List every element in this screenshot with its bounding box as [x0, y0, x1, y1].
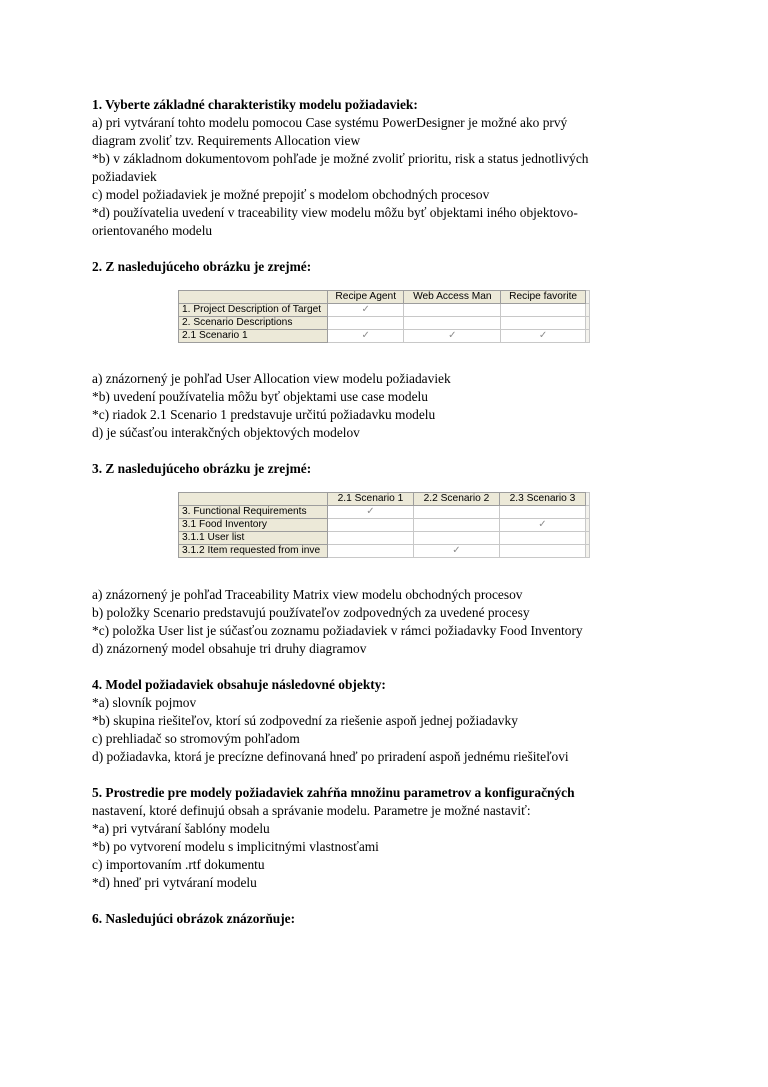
matrix-column-header: Web Access Man [404, 291, 501, 304]
matrix-cell [414, 519, 500, 532]
matrix-cell [501, 304, 586, 317]
answer-line: a) znázornený je pohľad Traceability Matrix view modelu obchodných procesov [92, 587, 523, 602]
requirements-matrix-figure [92, 276, 692, 370]
matrix-cell [500, 545, 586, 558]
checkmark-icon: ✓ [538, 330, 548, 341]
checkmark-icon: ✓ [448, 330, 457, 341]
matrix-row-header: 3.1.1 User list [179, 532, 328, 545]
traceability-matrix [178, 492, 590, 558]
answer-line: *c) riadok 2.1 Scenario 1 predstavuje určitú požiadavku modelu [92, 407, 436, 422]
answer-line: a) znázornený je pohľad User Allocation view modelu požiadaviek [92, 371, 451, 386]
matrix-cell [328, 545, 414, 558]
question-title: 4. Model požiadaviek obsahuje následovné objekty: [92, 677, 386, 692]
answer-line: *b) v základnom dokumentovom pohľade je možné zvoliť prioritu, risk a status jednotlivých [92, 151, 589, 166]
matrix-cell [328, 304, 404, 317]
matrix-row-header: 3.1.2 Item requested from inve [179, 545, 328, 558]
matrix-cell [500, 532, 586, 545]
question-title: 3. Z nasledujúceho obrázku je zrejmé: [92, 461, 312, 476]
answer-line: *a) slovník pojmov [92, 695, 197, 710]
matrix-cell [500, 506, 586, 519]
answer-line: požiadaviek [92, 169, 157, 184]
answer-line: b) položky Scenario predstavujú používateľov zodpovedných za uvedené procesy [92, 605, 530, 620]
matrix-cell [501, 330, 586, 343]
answer-line: *b) skupina riešiteľov, ktorí sú zodpovední za riešenie aspoň jednej požiadavky [92, 713, 518, 728]
question-title: 1. Vyberte základné charakteristiky modelu požiadaviek: [92, 97, 418, 112]
user-allocation-matrix [178, 290, 590, 343]
matrix-cell [500, 519, 586, 532]
checkmark-icon: ✓ [361, 330, 370, 341]
answer-line: orientovaného modelu [92, 223, 213, 238]
answer-line: *b) uvedení používatelia môžu byť objektami use case modelu [92, 389, 428, 404]
question-6 [92, 910, 692, 928]
answer-line: c) importovaním .rtf dokumentu [92, 857, 265, 872]
matrix-corner [179, 493, 328, 506]
matrix-column-header: Recipe favorite [501, 291, 586, 304]
matrix-cell [328, 330, 404, 343]
matrix-column-header: Recipe Agent [328, 291, 404, 304]
matrix-cell [328, 532, 414, 545]
answer-line: nastavení, ktoré definujú obsah a správanie modelu. Parametre je možné nastaviť: [92, 803, 531, 818]
question-title: 6. Nasledujúci obrázok znázorňuje: [92, 911, 296, 926]
answer-line: *d) používatelia uvedení v traceability view modelu môžu byť objektami iného objektovo- [92, 205, 578, 220]
matrix-column-header: 2.2 Scenario 2 [414, 493, 500, 506]
checkmark-icon: ✓ [361, 304, 370, 315]
checkmark-icon: ✓ [538, 519, 547, 530]
matrix-edge [586, 330, 590, 343]
matrix-corner [179, 291, 328, 304]
answer-line: d) je súčasťou interakčných objektových modelov [92, 425, 360, 440]
question-5 [92, 784, 692, 892]
matrix-column-header: 2.3 Scenario 3 [500, 493, 586, 506]
matrix-cell [404, 317, 501, 330]
answer-line: *d) hneď pri vytváraní modelu [92, 875, 257, 890]
matrix-cell [404, 304, 501, 317]
matrix-edge [586, 291, 590, 304]
question-title: 5. Prostredie pre modely požiadaviek zahŕňa množinu parametrov a konfiguračných [92, 785, 575, 800]
matrix-row-header: 2. Scenario Descriptions [179, 317, 328, 330]
answer-line: c) prehliadač so stromovým pohľadom [92, 731, 300, 746]
question-4 [92, 676, 692, 766]
matrix-row-header: 2.1 Scenario 1 [179, 330, 328, 343]
answer-line: a) pri vytváraní tohto modelu pomocou Case systému PowerDesigner je možné ako prvý [92, 115, 568, 130]
matrix-cell [328, 317, 404, 330]
question-3 [92, 460, 692, 658]
matrix-cell [328, 506, 414, 519]
checkmark-icon: ✓ [366, 506, 375, 517]
matrix-edge [586, 317, 590, 330]
matrix-row-header: 3. Functional Requirements [179, 506, 328, 519]
matrix-edge [586, 545, 590, 558]
matrix-edge [586, 304, 590, 317]
matrix-edge [586, 519, 590, 532]
answer-line: c) model požiadaviek je možné prepojiť s modelom obchodných procesov [92, 187, 490, 202]
matrix-cell [414, 532, 500, 545]
answer-line: diagram zvoliť tzv. Requirements Allocation view [92, 133, 361, 148]
checkmark-icon: ✓ [452, 545, 461, 556]
matrix-cell [501, 317, 586, 330]
answer-line: *a) pri vytváraní šablóny modelu [92, 821, 270, 836]
question-2 [92, 258, 692, 442]
matrix-edge [586, 532, 590, 545]
matrix-row-header: 1. Project Description of Target [179, 304, 328, 317]
matrix-cell [414, 506, 500, 519]
matrix-edge [586, 493, 590, 506]
answer-line: *b) po vytvorení modelu s implicitnými vlastnosťami [92, 839, 379, 854]
answer-line: *c) položka User list je súčasťou zoznamu požiadaviek v rámci požiadavky Food Inventory [92, 623, 583, 638]
matrix-cell [404, 330, 501, 343]
matrix-column-header: 2.1 Scenario 1 [328, 493, 414, 506]
matrix-edge [586, 506, 590, 519]
traceability-matrix-figure [92, 478, 692, 586]
matrix-row-header: 3.1 Food Inventory [179, 519, 328, 532]
question-title: 2. Z nasledujúceho obrázku je zrejmé: [92, 259, 312, 274]
document-page [92, 96, 692, 928]
matrix-cell [328, 519, 414, 532]
answer-line: d) požiadavka, ktorá je precízne definovaná hneď po priradení aspoň jednému riešiteľovi [92, 749, 569, 764]
answer-line: d) znázornený model obsahuje tri druhy diagramov [92, 641, 367, 656]
matrix-cell [414, 545, 500, 558]
question-1 [92, 96, 692, 240]
